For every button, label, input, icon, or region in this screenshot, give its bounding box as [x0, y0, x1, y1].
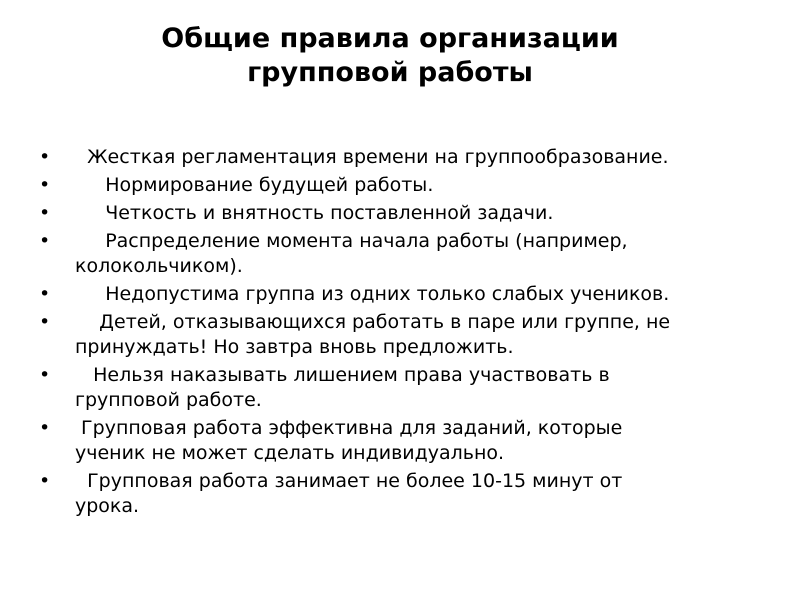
slide-title-line-2: групповой работы — [247, 57, 533, 88]
bullet-icon: • — [39, 417, 51, 439]
list-item — [33, 145, 763, 170]
bullet-icon: • — [39, 202, 51, 224]
list-item — [33, 201, 763, 226]
list-item-text: Жесткая регламентация времени на группообразование. — [75, 146, 669, 168]
list-item — [33, 469, 763, 519]
list-item-text: Групповая работа эффективна для заданий, которые ученик не может сделать индивидуально. — [75, 417, 623, 464]
rules-list — [33, 145, 763, 522]
list-item — [33, 363, 763, 413]
slide-title-line-1: Общие правила организации — [161, 23, 619, 54]
list-item-text: Распределение момента начала работы (например, колокольчиком). — [75, 230, 628, 277]
list-item — [33, 416, 763, 466]
bullet-icon: • — [39, 470, 51, 492]
bullet-icon: • — [39, 174, 51, 196]
bullet-icon: • — [39, 146, 51, 168]
list-item — [33, 310, 763, 360]
list-item-text: Детей, отказывающихся работать в паре или группе, не принуждать! Но завтра вновь предложить. — [75, 311, 671, 358]
list-item — [33, 229, 763, 279]
list-item — [33, 282, 763, 307]
list-item-text: Нельзя наказывать лишением права участвовать в групповой работе. — [75, 364, 610, 411]
list-item-text: Нормирование будущей работы. — [75, 174, 434, 196]
slide-title — [100, 22, 680, 90]
bullet-icon: • — [39, 283, 51, 305]
bullet-icon: • — [39, 311, 51, 333]
bullet-icon: • — [39, 364, 51, 386]
list-item — [33, 173, 763, 198]
bullet-icon: • — [39, 230, 51, 252]
list-item-text: Четкость и внятность поставленной задачи. — [75, 202, 554, 224]
list-item-text: Недопустима группа из одних только слабых учеников. — [75, 283, 670, 305]
list-item-text: Групповая работа занимает не более 10-15 минут от урока. — [75, 470, 623, 517]
